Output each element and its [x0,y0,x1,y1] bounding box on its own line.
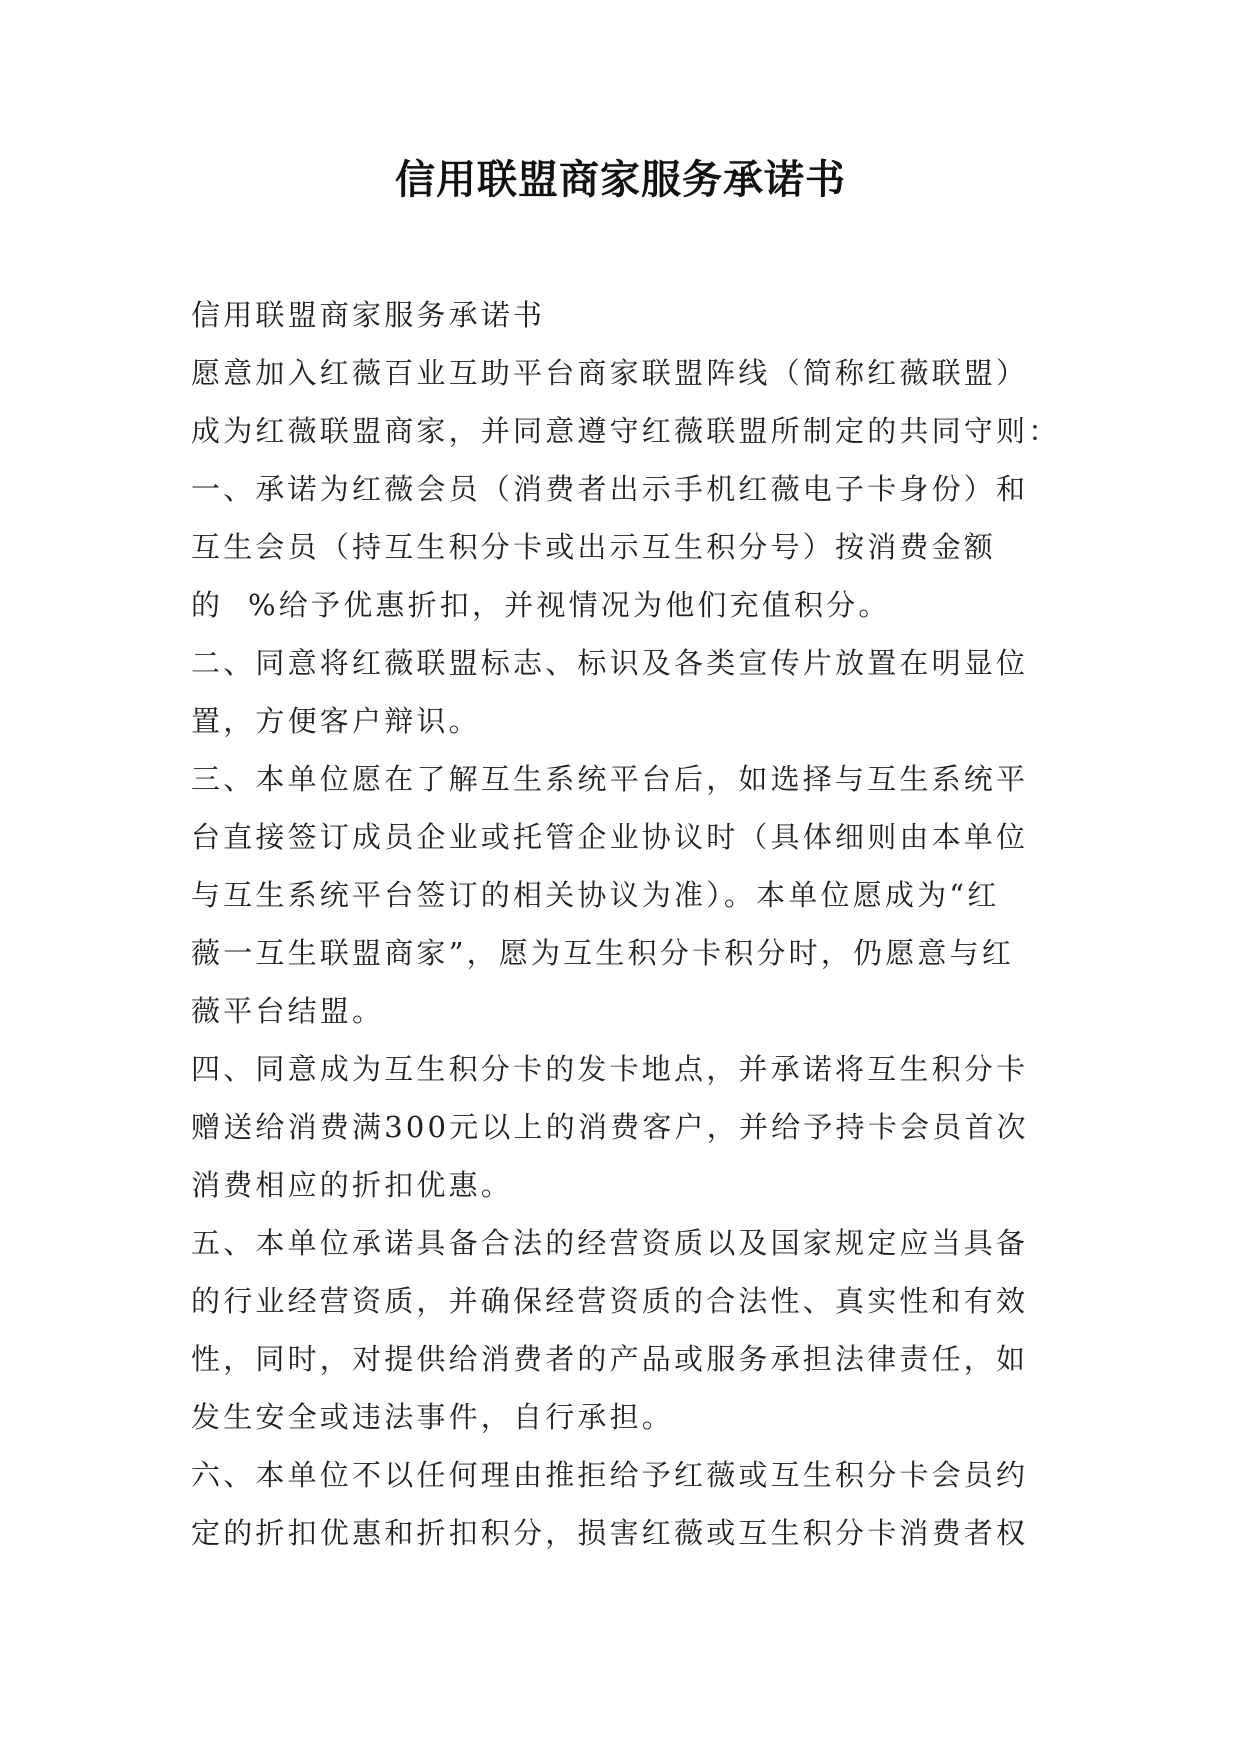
body-line: 台直接签订成员企业或托管企业协议时（具体细则由本单位 [191,820,1029,854]
body-line: 赠送给消费满300元以上的消费客户，并给予持卡会员首次 [191,1110,1029,1144]
body-line: 五、本单位承诺具备合法的经营资质以及国家规定应当具备 [191,1226,1029,1260]
body-line: 的行业经营资质，并确保经营资质的合法性、真实性和有效 [191,1284,1029,1318]
body-line: 互生会员（持互生积分卡或出示互生积分号）按消费金额 [191,530,997,564]
document-body [191,286,1061,1562]
body-line-subtitle: 信用联盟商家服务承诺书 [191,298,546,332]
body-line: 的 %给予优惠折扣，并视情况为他们充值积分。 [191,588,891,622]
body-line: 发生安全或违法事件，自行承担。 [191,1400,675,1434]
body-line: 六、本单位不以任何理由推拒给予红薇或互生积分卡会员约 [191,1458,1029,1492]
body-line: 成为红薇联盟商家，并同意遵守红薇联盟所制定的共同守则： [191,414,1061,448]
body-line: 性，同时，对提供给消费者的产品或服务承担法律责任，如 [191,1342,1029,1376]
body-line: 定的折扣优惠和折扣积分，损害红薇或互生积分卡消费者权 [191,1516,1029,1550]
body-line: 消费相应的折扣优惠。 [191,1168,514,1202]
document-title: 信用联盟商家服务承诺书 [395,157,846,203]
body-line: 与互生系统平台签订的相关协议为准）。本单位愿成为“红 [191,878,1000,912]
body-line: 四、同意成为互生积分卡的发卡地点，并承诺将互生积分卡 [191,1052,1029,1086]
body-line: 一、承诺为红薇会员（消费者出示手机红薇电子卡身份）和 [191,472,1029,506]
body-line: 愿意加入红薇百业互助平台商家联盟阵线（简称红薇联盟） [191,356,1029,390]
body-line: 二、同意将红薇联盟标志、标识及各类宣传片放置在明显位 [191,646,1029,680]
body-line: 薇一互生联盟商家”，愿为互生积分卡积分时，仍愿意与红 [191,936,1015,970]
body-line: 薇平台结盟。 [191,994,385,1028]
body-line: 三、本单位愿在了解互生系统平台后，如选择与互生系统平 [191,762,1029,796]
body-line: 置，方便客户辩识。 [191,704,481,738]
